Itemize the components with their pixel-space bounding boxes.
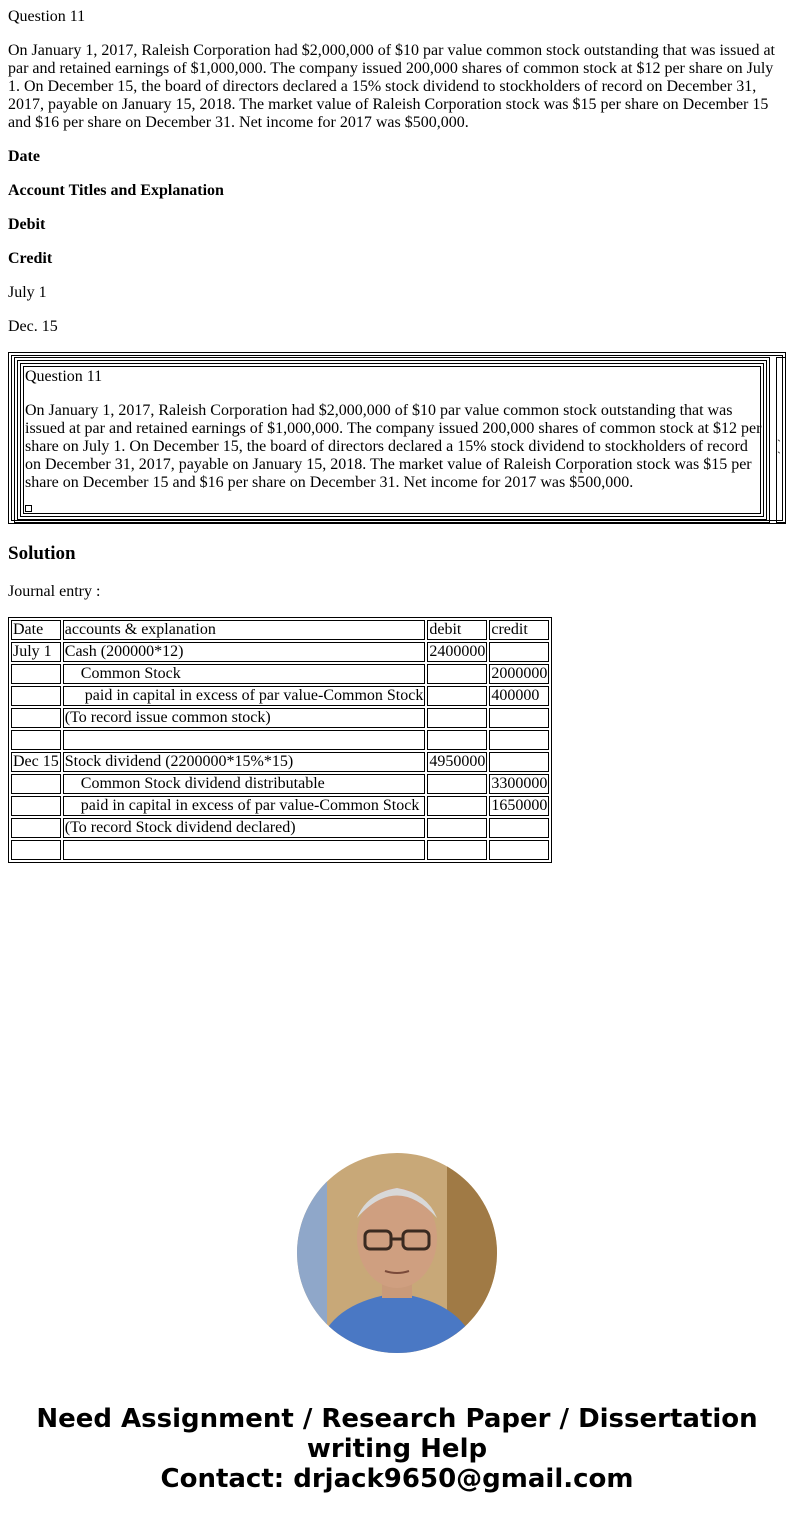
table-separator-row bbox=[11, 730, 549, 750]
footer-line-1: Need Assignment / Research Paper / Dissertation bbox=[36, 1404, 758, 1434]
quote-main-cell bbox=[14, 357, 770, 523]
journal-table bbox=[8, 617, 552, 863]
form-header-account: Account Titles and Explanation bbox=[8, 182, 224, 199]
footer-line-2: writing Help bbox=[306, 1434, 488, 1464]
row-date bbox=[11, 708, 61, 728]
row-account: Common Stock dividend distributable bbox=[63, 774, 426, 794]
quote-nest-1 bbox=[17, 360, 767, 520]
row-account: Cash (200000*12) bbox=[63, 642, 426, 662]
table-row bbox=[11, 686, 549, 706]
table-header-row bbox=[11, 620, 549, 640]
row-credit: 2000000 bbox=[491, 665, 548, 682]
table-row bbox=[11, 642, 549, 662]
row-account: Stock dividend (2200000*15%*15) bbox=[63, 752, 426, 772]
question-quote-box bbox=[8, 352, 786, 524]
form-date-july: July 1 bbox=[8, 284, 47, 301]
sep-cell bbox=[63, 730, 426, 750]
footer-contact bbox=[0, 1404, 794, 1494]
row-account: Common Stock bbox=[63, 664, 426, 684]
row-date bbox=[11, 818, 61, 838]
row-debit bbox=[427, 774, 487, 794]
sep-cell bbox=[427, 730, 487, 750]
row-account: (To record issue common stock) bbox=[63, 708, 426, 728]
broken-image-icon bbox=[25, 505, 32, 512]
form-header-credit: Credit bbox=[8, 250, 53, 267]
quote-title: Question 11 bbox=[25, 368, 103, 385]
table-row bbox=[11, 708, 549, 728]
solution-heading: Solution bbox=[8, 543, 76, 564]
side-glyph: ` ` bbox=[777, 437, 781, 463]
row-date bbox=[11, 686, 61, 706]
question-title: Question 11 bbox=[8, 8, 86, 25]
question-text: On January 1, 2017, Raleish Corporation had $2,000,000 of $10 par value common stock outstanding that was issued at par and retained earnings of $1,000,000. The company issued 200,000 shares of common stock at $12 per share on July 1. On December 15, the board of directors declared a 15% stock dividend to stockholders of record on December 31, 2017, payable on January 15, 2018. The market value of Raleish Corporation stock was $15 per share on December 15 and $16 per share on December 31. Net income for 2017 was $500,000. bbox=[8, 42, 775, 131]
row-credit bbox=[489, 752, 549, 772]
row-credit: 400000 bbox=[489, 686, 549, 706]
row-account: paid in capital in excess of par value-Common Stock bbox=[63, 796, 426, 816]
quote-nest-2 bbox=[20, 363, 764, 517]
row-account: (To record Stock dividend declared) bbox=[63, 818, 426, 838]
form-date-dec: Dec. 15 bbox=[8, 318, 58, 335]
row-debit bbox=[427, 686, 487, 706]
sep-cell bbox=[11, 730, 61, 750]
row-date bbox=[11, 664, 61, 684]
col-credit: credit bbox=[489, 620, 549, 640]
quote-text: On January 1, 2017, Raleish Corporation had $2,000,000 of $10 par value common stock outstanding that was issued at par and retained earnings of $1,000,000. The company issued 200,000 shares of common stock at $12 per share on July 1. On December 15, the board of directors declared a 15% stock dividend to stockholders of record on December 31, 2017, payable on January 15, 2018. The market value of Raleish Corporation stock was $15 per share on December 15 and $16 per share on December 31. Net income for 2017 was $500,000. bbox=[25, 402, 762, 491]
row-date bbox=[11, 774, 61, 794]
sep-cell bbox=[11, 840, 61, 860]
table-row bbox=[11, 752, 549, 772]
avatar-portrait bbox=[297, 1153, 497, 1353]
col-debit: debit bbox=[427, 620, 487, 640]
row-date: July 1 bbox=[11, 642, 61, 662]
author-avatar bbox=[297, 1153, 497, 1353]
row-debit: 4950000 bbox=[429, 753, 486, 770]
table-separator-row bbox=[11, 840, 549, 860]
sep-cell bbox=[489, 730, 549, 750]
row-date bbox=[11, 796, 61, 816]
quote-nest-3 bbox=[23, 366, 761, 514]
table-row bbox=[11, 774, 549, 794]
avatar-window bbox=[297, 1153, 327, 1353]
form-header-debit: Debit bbox=[8, 216, 46, 233]
row-debit bbox=[427, 664, 487, 684]
row-account: paid in capital in excess of par value-Common Stock bbox=[64, 687, 424, 704]
row-credit bbox=[489, 708, 549, 728]
row-credit bbox=[489, 818, 549, 838]
quote-box-inner bbox=[11, 355, 783, 521]
row-debit bbox=[427, 796, 487, 816]
row-debit: 2400000 bbox=[429, 643, 486, 660]
row-debit bbox=[427, 818, 487, 838]
row-credit bbox=[489, 642, 549, 662]
sep-cell bbox=[63, 840, 426, 860]
col-date: Date bbox=[11, 620, 61, 640]
row-credit: 1650000 bbox=[491, 797, 548, 814]
sep-cell bbox=[489, 840, 549, 860]
table-row bbox=[11, 818, 549, 838]
row-debit bbox=[427, 708, 487, 728]
quote-side-cell bbox=[776, 357, 786, 523]
journal-intro: Journal entry : bbox=[8, 583, 101, 600]
row-credit: 3300000 bbox=[491, 775, 548, 792]
col-account: accounts & explanation bbox=[63, 620, 426, 640]
table-row bbox=[11, 664, 549, 684]
form-header-date: Date bbox=[8, 148, 40, 165]
footer-line-3: Contact: drjack9650@gmail.com bbox=[160, 1464, 634, 1494]
table-row bbox=[11, 796, 549, 816]
row-date: Dec 15 bbox=[13, 753, 59, 770]
sep-cell bbox=[427, 840, 487, 860]
